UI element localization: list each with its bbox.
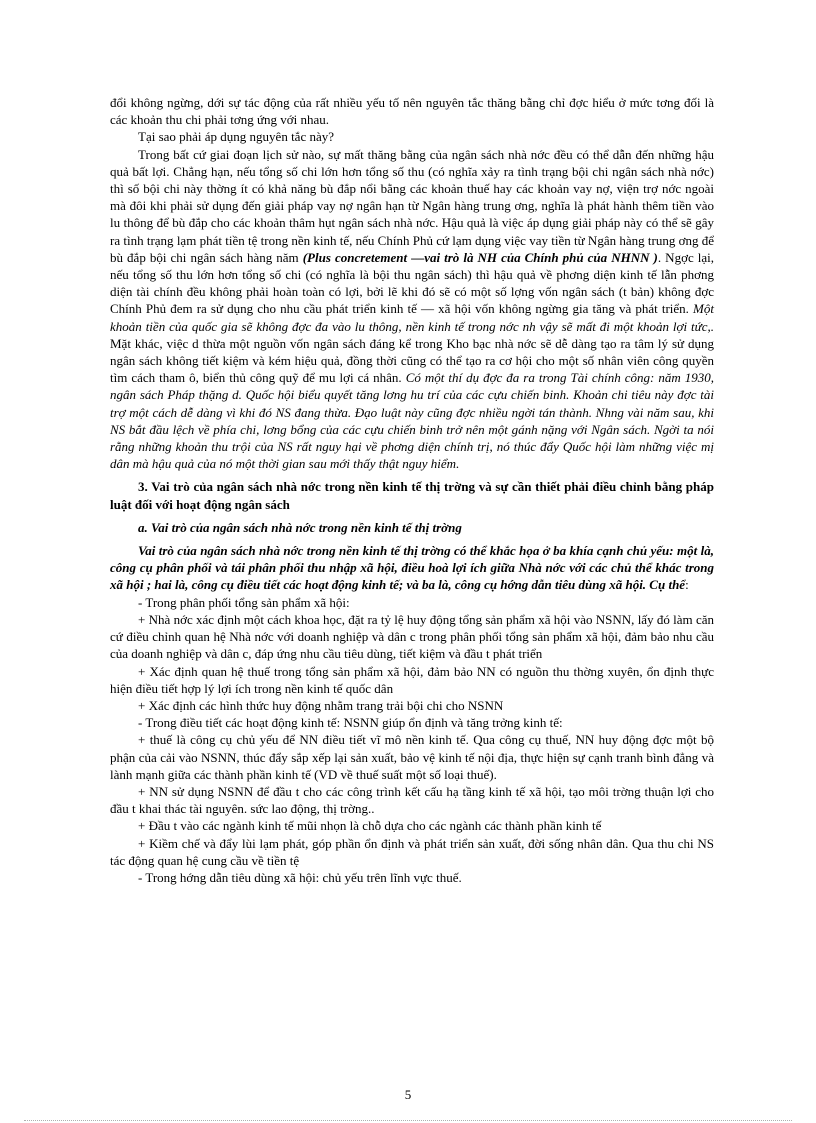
list-item: - Trong điều tiết các hoạt động kinh tế: NSNN giúp ổn định và tăng trởng kinh tế:	[138, 715, 563, 731]
text-run: Mặt khác, việc d thừa một nguồn vốn ngân sách đáng kể trong Kho bạc nhà nớc sẽ dễ dàng tạo ra tâm lý sử dụng ngân sách không tiết kiệm và kém hiệu quả, đồng thời cũng có thể tạo ra cơ hội cho một số nhân viên công quyền tìm cách tham ô, biển thủ công quỹ để mu lợi cá nhân.	[110, 335, 714, 386]
document-body	[110, 94, 714, 886]
list-item: + Xác định các hình thức huy động nhằm trang trải bội chi cho NSNN	[138, 697, 504, 713]
text-italic: Một khoản tiền của quốc gia sẽ không đợc đa vào lu thông, nền kinh tế trong nớc nh vậy sẽ mất đi một khoản lợi tức,.	[110, 301, 714, 334]
list-item: + Kiềm chế và đẩy lùi lạm phát, góp phần ổn định và phát triển sản xuất, đời sống nhân dân. Qua thu chi NS tác động quan hệ cung cầu về tiền tệ	[110, 835, 714, 868]
text-run: Trong bất cứ giai đoạn lịch sử nào, sự mất thăng bằng của ngân sách nhà nớc đều có thể dẫn đến những hậu quả bất lợi. Chẳng hạn, nếu tổng số chi lớn hơn tổng số thu (có nghĩa xảy ra tình trạng bội chi ngân sách nhà nớc) thì số bội chi này thờng ít có khả năng bù đắp nổi bằng các khoản thuế hay các khoản vay nợ, viện trợ nớc ngoài mà đôi khi phải sử dụng đến giải pháp vay nợ ngân hạn từ Ngân hàng trung ơng, nghĩa là phát hành thêm tiền vào lu thông để bù đắp cho các khoản thâm hụt ngân sách nhà nớc. Hậu quả là việc áp dụng giải pháp này có thể sẽ gây ra tình trạng lạm phát tiền tệ trong nền kinh tế, nếu Chính Phủ cứ lạm dụng việc vay tiền từ Ngân hàng trung ơng để bù đắp bội chi ngân sách hàng năm	[110, 146, 714, 265]
example-italic: Có một thí dụ đợc đa ra trong Tài chính công: năm 1930, ngân sách Pháp thặng d. Quốc hội biểu quyết tăng lơng hu trí của các cựu chiến binh. Khoản chi tiêu này đợc tài trợ một cách dễ dàng vì khi đó NS đang thừa. Đạo luật này cũng đợc nhiều ngời tán thành. Nhng vài năm sau, khi NS bắt đầu lệch về phía chi, lơng bổng của các cựu chiến binh trở nên một gánh nặng với Ngân sách. Ngời ta nói rằng những khoản thu trội của NS rất nguy hại về phơng diện chính trị, nó thúc đẩy Quốc hội làm những việc mị dân mà hậu quả của nó một thời gian sau mới thấy thật nguy hiểm.	[110, 370, 714, 472]
text-run: :	[685, 577, 689, 593]
section-heading-3: 3. Vai trò của ngân sách nhà nớc trong nền kinh tế thị trờng và sự cần thiết phải điều chỉnh bằng pháp luật đối với hoạt động ngân sách	[110, 479, 714, 512]
list-item: - Trong phân phối tổng sản phẩm xã hội:	[138, 594, 350, 610]
list-item: + Đầu t vào các ngành kinh tế mũi nhọn là chỗ dựa cho các ngành các thành phần kinh tế	[138, 818, 602, 834]
list-item: + Nhà nớc xác định một cách khoa học, đặt ra tỷ lệ huy động tổng sản phẩm xã hội vào NSNN, lấy đó làm căn cứ điều chỉnh quan hệ Nhà nớc với doanh nghiệp và dân c trong phân phối tổng sản phẩm xã hội, đảm bảo nhu cầu của doanh nghiệp và dân c, đáp ứng nhu cầu tiêu dùng, tiết kiệm và đầu t phát triển	[110, 611, 714, 662]
page-bottom-divider	[24, 1120, 792, 1121]
paragraph-imbalance	[110, 146, 714, 473]
paragraph-question: Tại sao phải áp dụng nguyên tắc này?	[138, 129, 335, 145]
subsection-heading-a: a. Vai trò của ngân sách nhà nớc trong nền kinh tế thị trờng	[138, 519, 462, 535]
paragraph-roles	[110, 542, 714, 594]
list-item: - Trong hớng dẫn tiêu dùng xã hội: chủ yếu trên lĩnh vực thuế.	[138, 869, 462, 885]
list-item: + NN sử dụng NSNN để đầu t cho các công trình kết cấu hạ tầng kinh tế xã hội, tạo môi trờng thuận lợi cho đầu t khai thác tài nguyên. sức lao động, thị trờng..	[110, 783, 714, 817]
roles-bold-italic: Vai trò của ngân sách nhà nớc trong nền kinh tế thị trờng có thể khắc họa ở ba khía cạnh chủ yếu: một là, công cụ phân phối và tái phân phối thu nhập xã hội, điều hoà lợi ích giữa Nhà nớc với các chủ thể khác trong xã hội ; hai là, công cụ điều tiết các hoạt động kinh tế; và ba là, công cụ hớng dẫn tiêu dùng xã hội. Cụ thể	[110, 543, 714, 593]
paragraph: đổi không ngừng, dới sự tác động của rất nhiều yếu tố nên nguyên tắc thăng bằng chỉ đợc hiểu ở mức tơng đối là các khoản thu chi phải tơng ứng với nhau.	[110, 95, 714, 128]
note-bold-italic: (Plus concretement —vai trò là NH của Chính phủ của NHNN )	[302, 249, 658, 265]
text-run: . Ngợc lại, nếu tổng số thu lớn hơn tổng số chi (có nghĩa là bội thu ngân sách) thì hậu quả về phơng diện kinh tế lẫn phơng diện tài chính đều không phải hoàn toàn có lợi, bởi lẽ khi đó sẽ có một số lợng vốn ngân sách (t bản) không đợc Chính Phủ đem ra sử dụng cho nhu cầu phát triển kinh tế — xã hội vốn không ngừng gia tăng và phát triển.	[110, 249, 715, 317]
list-item: + thuế là công cụ chủ yếu để NN điều tiết vĩ mô nền kinh tế. Qua công cụ thuế, NN huy động đợc một bộ phận của cải vào NSNN, thúc đẩy sắp xếp lại sản xuất, bảo vệ kinh tế nội địa, thực hiện sự cạnh tranh bình đẳng và lành mạnh giữa các thành phần kinh tế (VD về thuế suất một số loại thuế).	[110, 732, 714, 782]
page-number: 5	[404, 1087, 412, 1102]
list-item: + Xác định quan hệ thuế trong tổng sản phẩm xã hội, đảm bảo NN có nguồn thu thờng xuyên, ổn định thực hiện điều tiết hợp lý lợi ích trong nền kinh tế quốc dân	[110, 663, 714, 696]
